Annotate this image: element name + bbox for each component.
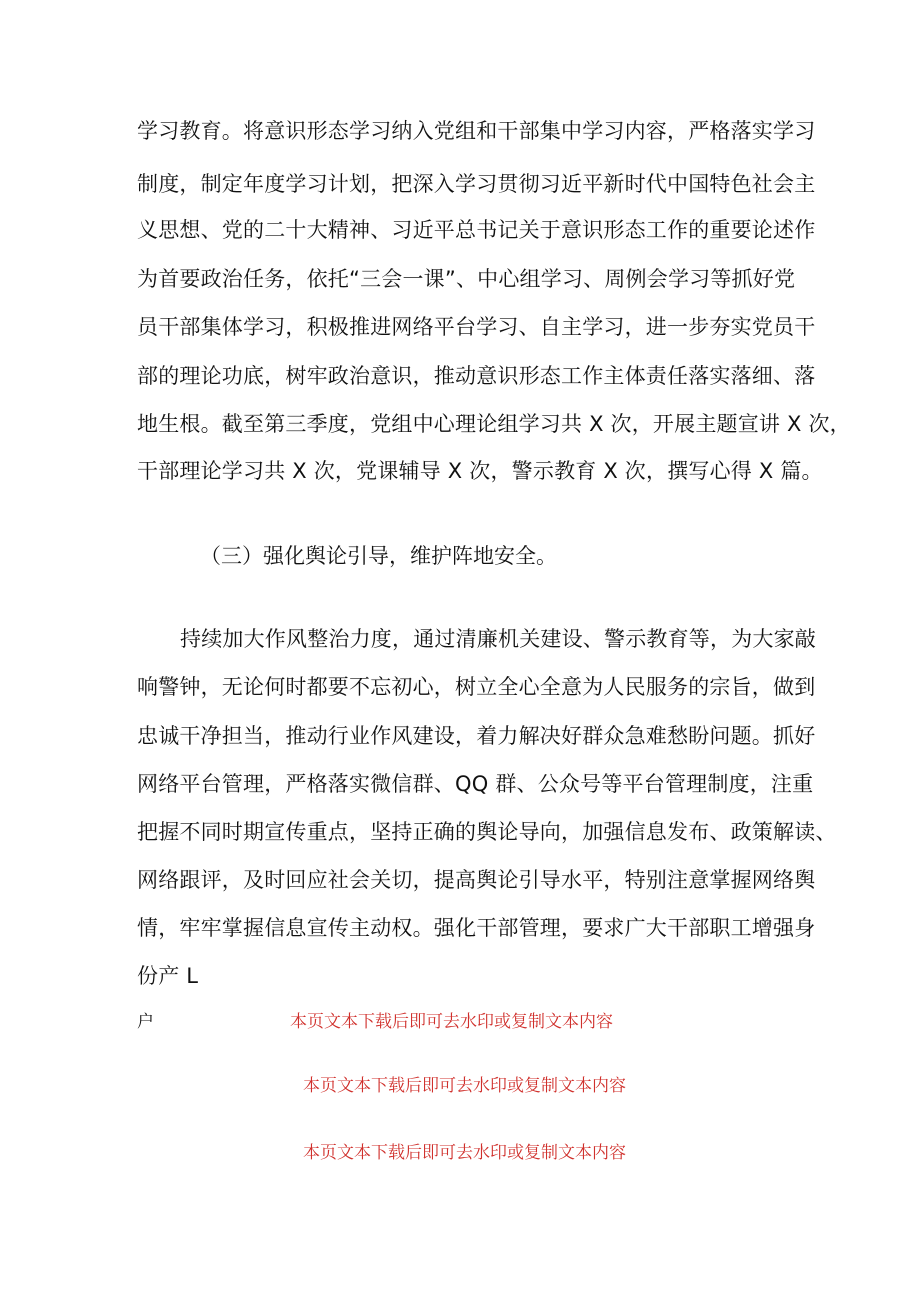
- paragraph-line: 情，牢牢掌握信息宣传主动权。强化干部管理，要求广大干部职工增强身: [137, 916, 816, 940]
- paragraph-line: 地生根。截至第三季度，党组中心理论组学习共 X 次，开展主题宣讲 X 次，: [137, 412, 851, 436]
- watermark-text: 本页文本下载后即可去水印或复制文本内容: [303, 1076, 626, 1096]
- paragraph-line: 响警钟，无论何时都要不忘初心，树立全心全意为人民服务的宗旨，做到: [137, 675, 816, 699]
- paragraph-line: 网络平台管理，严格落实微信群、QQ 群、公众号等平台管理制度，注重: [137, 772, 814, 796]
- watermark-text: 本页文本下载后即可去水印或复制文本内容: [303, 1143, 626, 1163]
- paragraph-line: 员干部集体学习，积极推进网络平台学习、自主学习，进一步夯实党员干: [137, 315, 816, 339]
- paragraph-line: 网络跟评，及时回应社会关切，提高舆论引导水平，特别注意掌握网络舆: [137, 868, 816, 892]
- paragraph-line: 份产 L: [137, 964, 199, 988]
- paragraph-line: 学习教育。将意识形态学习纳入党组和干部集中学习内容，严格落实学习: [137, 119, 816, 143]
- paragraph-line: 制度，制定年度学习计划，把深入学习贯彻习近平新时代中国特色社会主: [137, 172, 816, 196]
- paragraph-line: 部的理论功底，树牢政治意识，推动意识形态工作主体责任落实落细、落: [137, 364, 816, 388]
- paragraph-line: 义思想、党的二十大精神、习近平总书记关于意识形态工作的重要论述作: [137, 218, 816, 242]
- paragraph-line: 持续加大作风整治力度，通过清廉机关建设、警示教育等，为大家敲: [180, 627, 816, 651]
- watermark-text: 本页文本下载后即可去水印或复制文本内容: [290, 1012, 613, 1032]
- paragraph-line: 把握不同时期宣传重点，坚持正确的舆论导向，加强信息发布、政策解读、: [137, 820, 837, 844]
- section-heading: （三）强化舆论引导，维护阵地安全。: [200, 544, 557, 568]
- paragraph-line: 为首要政治任务，依托“三会一课”、中心组学习、周例会学习等抓好党: [137, 267, 796, 291]
- paragraph-line: 干部理论学习共 X 次，党课辅导 X 次，警示教育 X 次，撰写心得 X 篇。: [137, 459, 823, 483]
- paragraph-line: 忠诚干净担当，推动行业作风建设，着力解决好群众急难愁盼问题。抓好: [137, 724, 816, 748]
- stray-character: 户: [137, 1012, 154, 1032]
